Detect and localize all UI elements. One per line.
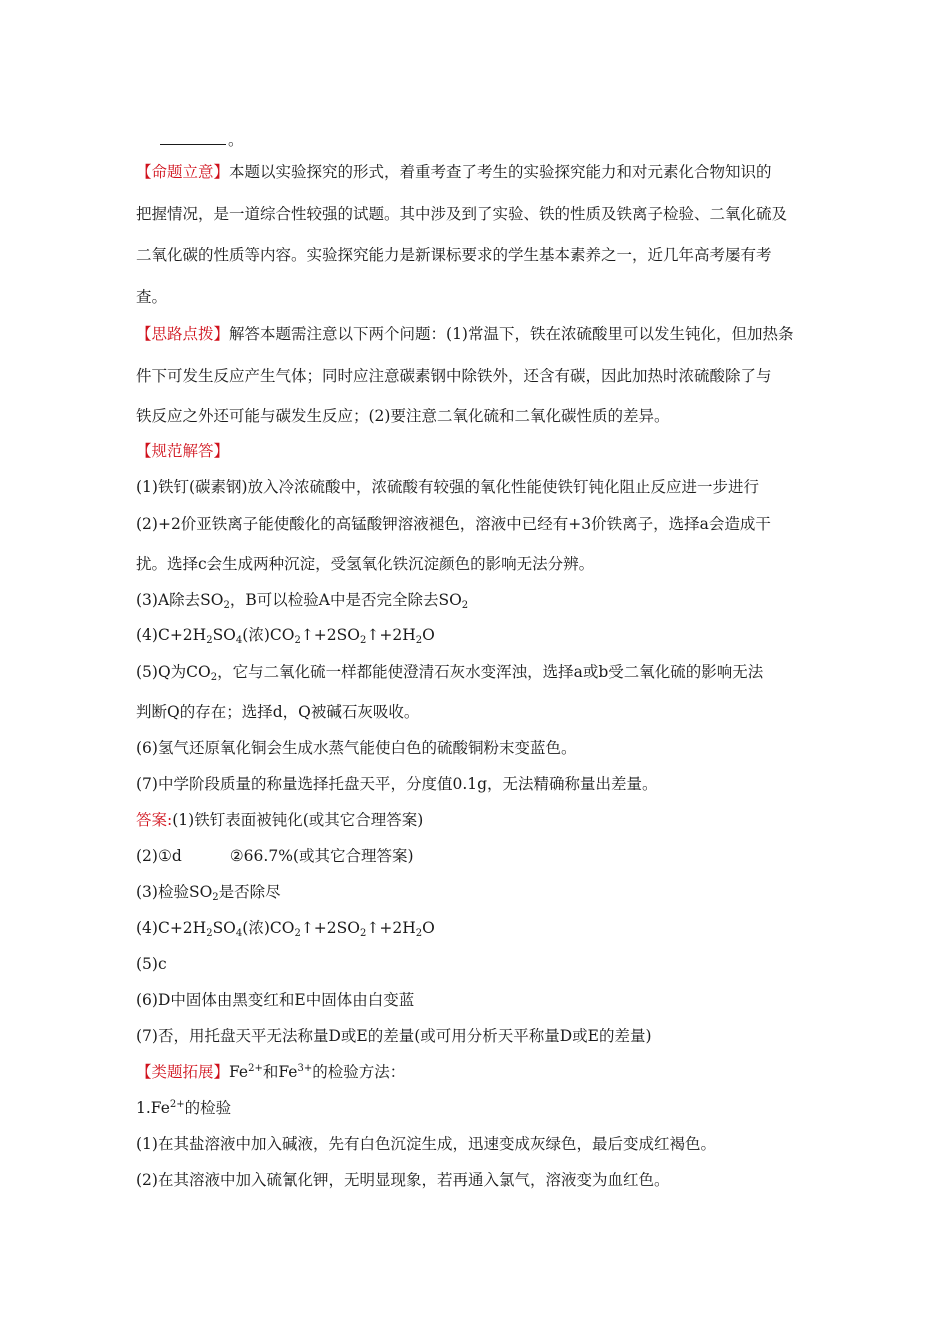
answer-tag: 答案: [136,811,173,829]
mingti-tag: 【命题立意】 [136,163,230,181]
silu-line-3: 铁反应之外还可能与碳发生反应；(2)要注意二氧化硫和二氧化碳性质的差异。 [136,407,670,425]
answer-a5: (5)c [136,955,167,973]
answer-a1: 答案:(1)铁钉表面被钝化(或其它合理答案) [136,811,424,829]
answer-blank-line: 。 [160,130,850,150]
silu-line-1: 【思路点拨】解答本题需注意以下两个问题：(1)常温下，铁在浓硫酸里可以发生钝化，但加热条 [136,325,794,343]
answer-a2: (2)①d ②66.7%(或其它合理答案) [136,847,414,865]
guifan-p1: (1)铁钉(碳素钢)放入冷浓硫酸中，浓硫酸有较强的氧化性能使铁钉钝化阻止反应进一步进行 [136,478,760,496]
answer-a3: (3)检验$SO_2$是否除尽 [136,883,281,903]
leiti-tag: 【类题拓展】 [136,1063,230,1081]
mingti-line-3: 二氧化碳的性质等内容。实验探究能力是新课标要求的学生基本素养之一，近几年高考屡有考 [136,246,772,264]
answer-a4-equation: $(4)C+2H_2SO_4$(浓)$CO_2↑+2SO_2↑+2H_2O$ [136,919,435,939]
guifan-p5b: 判断Q的存在；选择d，Q被碱石灰吸收。 [136,703,420,721]
mingti-line-2: 把握情况，是一道综合性较强的试题。其中涉及到了实验、铁的性质及铁离子检验、二氧化硫及 [136,205,788,223]
fe2-method-1: (1)在其盐溶液中加入碱液，先有白色沉淀生成，迅速变成灰绿色，最后变成红褐色。 [136,1135,716,1153]
guifan-p2a: (2)+2价亚铁离子能使酸化的高锰酸钾溶液褪色，溶液中已经有+3价铁离子，选择a会造成干 [136,515,771,533]
mingti-line-1: 【命题立意】本题以实验探究的形式，着重考查了考生的实验探究能力和对元素化合物知识的 [136,163,772,181]
silu-tag: 【思路点拨】 [136,325,230,343]
mingti-line-4: 查。 [136,288,168,306]
guifan-p7: (7)中学阶段质量的称量选择托盘天平，分度值0.1g，无法精确称量出差量。 [136,775,658,793]
guifan-p6: (6)氢气还原氧化铜会生成水蒸气能使白色的硫酸铜粉末变蓝色。 [136,739,577,757]
guifan-p3: (3)A除去$SO_2$，B可以检验A中是否完全除去$SO_2$ [136,591,469,611]
leiti-line: 【类题拓展】$Fe^{2+}$和$Fe^{3+}$的检验方法： [136,1063,406,1081]
fe2-title: $1.Fe^{2+}$的检验 [136,1099,232,1117]
guifan-p2b: 扰。选择c会生成两种沉淀，受氢氧化铁沉淀颜色的影响无法分辨。 [136,555,595,573]
fe2-method-2: (2)在其溶液中加入硫氰化钾，无明显现象，若再通入氯气，溶液变为血红色。 [136,1171,670,1189]
guifan-p5a: (5)Q为$CO_2$，它与二氧化硫一样都能使澄清石灰水变浑浊，选择a或b受二氧化硫的影响无法 [136,663,764,683]
answer-a6: (6)D中固体由黑变红和E中固体由白变蓝 [136,991,415,1009]
fill-blank [160,130,226,145]
guifan-tag: 【规范解答】 [136,442,230,460]
silu-line-2: 件下可发生反应产生气体；同时应注意碳素钢中除铁外，还含有碳，因此加热时浓硫酸除了与 [136,367,772,385]
guifan-p4-equation: $(4)C+2H_2SO_4$(浓)$CO_2↑+2SO_2↑+2H_2O$ [136,626,435,646]
answer-a7: (7)否，用托盘天平无法称量D或E的差量(或可用分析天平称量D或E的差量) [136,1027,652,1045]
